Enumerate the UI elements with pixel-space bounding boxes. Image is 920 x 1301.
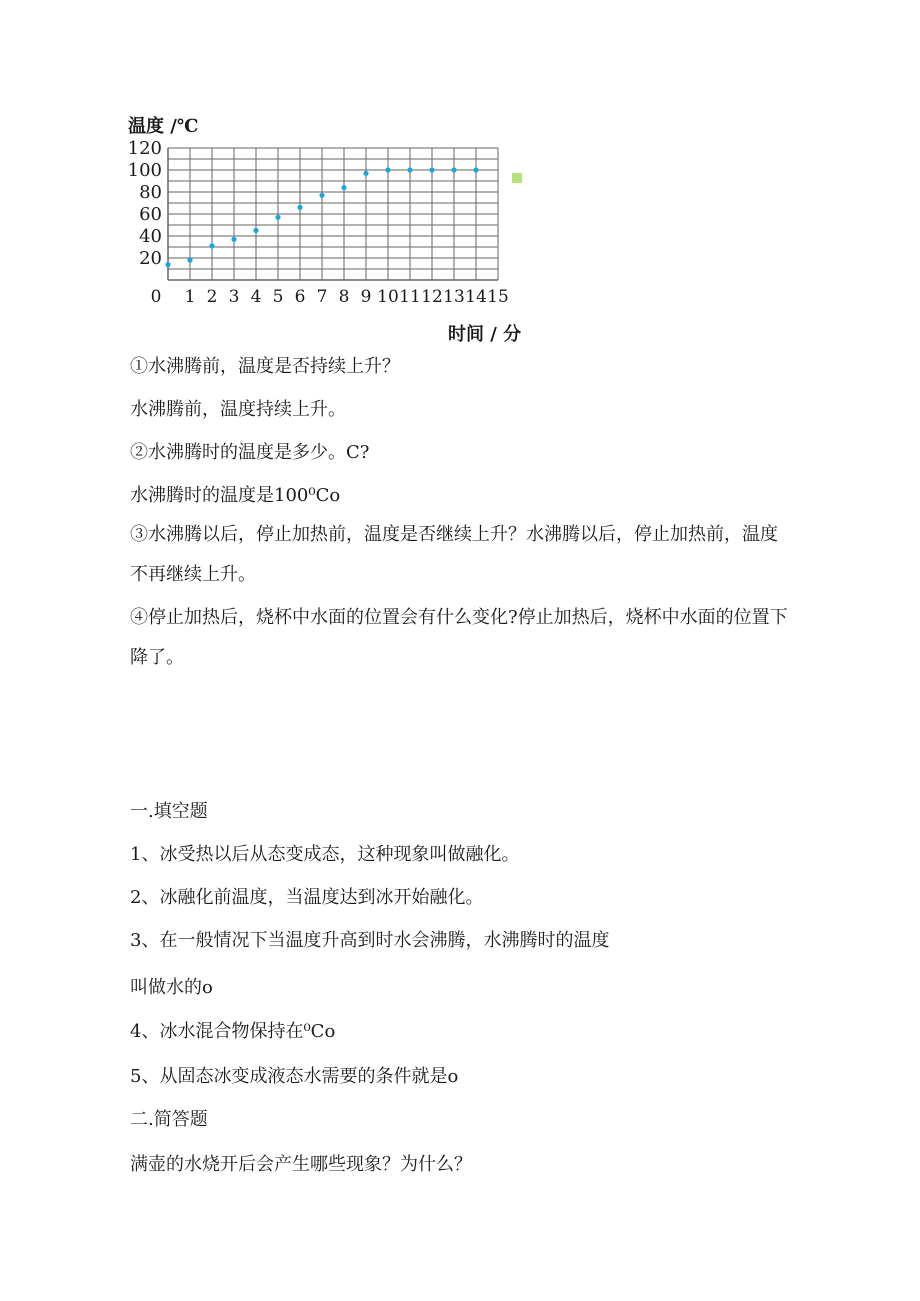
x-axis-label: 时间 / 分	[448, 324, 522, 345]
data-point	[231, 237, 236, 242]
data-point	[451, 167, 456, 172]
fill-item-2: 2、冰融化前温度，当温度达到冰开始融化。	[130, 887, 484, 908]
data-point	[363, 171, 368, 176]
x-tick-label: 4	[250, 287, 262, 307]
data-point	[275, 215, 280, 220]
section2-title: 二.简答题	[130, 1109, 208, 1130]
x-tick-label: 12	[421, 287, 443, 307]
y-tick-label: 40	[139, 226, 162, 247]
y-axis-label: 温度 /℃	[128, 116, 199, 137]
data-point	[341, 185, 346, 190]
data-point	[297, 205, 302, 210]
data-point	[407, 167, 412, 172]
x-tick-label: 0	[150, 287, 162, 307]
x-tick-label: 5	[272, 287, 284, 307]
x-tick-label: 13	[443, 287, 465, 307]
data-point	[253, 228, 258, 233]
y-tick-label: 100	[127, 160, 162, 181]
x-tick-label: 2	[206, 287, 218, 307]
x-tick-label: 11	[399, 287, 421, 307]
x-tick-label: 7	[316, 287, 328, 307]
x-tick-label: 1	[184, 287, 196, 307]
data-point	[319, 193, 324, 198]
data-point	[209, 243, 214, 248]
question-3: ③水沸腾以后，停止加热前，温度是否继续上升？水沸腾以后，停止加热前，温度不再继续上升。	[130, 524, 778, 585]
question-1: ①水沸腾前，温度是否持续上升？	[130, 356, 400, 377]
x-tick-label: 10	[377, 287, 399, 307]
data-point	[473, 167, 478, 172]
answer-1: 水沸腾前，温度持续上升。	[130, 399, 346, 420]
x-tick-label: 6	[294, 287, 306, 307]
x-tick-label: 9	[360, 287, 372, 307]
short-answer-1: 满壶的水烧开后会产生哪些现象？为什么？	[130, 1154, 472, 1175]
temperature-chart	[120, 108, 540, 348]
data-point	[385, 167, 390, 172]
question-2: ②水沸腾时的温度是多少。C?	[130, 442, 370, 463]
data-point	[187, 258, 192, 263]
decorative-square	[512, 173, 522, 183]
answer-2: 水沸腾时的温度是100⁰Co	[130, 485, 341, 506]
fill-item-3-cont: 叫做水的o	[130, 977, 213, 998]
data-point	[429, 167, 434, 172]
section1-title: 一.填空题	[130, 801, 208, 822]
fill-item-4: 4、冰水混合物保持在⁰Co	[130, 1021, 336, 1042]
fill-item-1: 1、冰受热以后从态变成态，这种现象叫做融化。	[130, 844, 520, 865]
fill-item-3: 3、在一般情况下当温度升高到时水会沸腾，水沸腾时的温度	[130, 930, 610, 951]
x-tick-label: 15	[487, 287, 509, 307]
x-tick-label: 3	[228, 287, 240, 307]
y-tick-label: 60	[139, 204, 162, 225]
y-tick-label: 80	[139, 182, 162, 203]
data-point	[165, 262, 170, 267]
y-tick-label: 120	[127, 138, 162, 159]
y-tick-label: 20	[139, 248, 162, 269]
fill-item-5: 5、从固态冰变成液态水需要的条件就是o	[130, 1066, 459, 1087]
x-tick-label: 14	[465, 287, 487, 307]
x-tick-label: 8	[338, 287, 350, 307]
question-4: ④停止加热后，烧杯中水面的位置会有什么变化?停止加热后，烧杯中水面的位置下降了。	[130, 607, 788, 668]
